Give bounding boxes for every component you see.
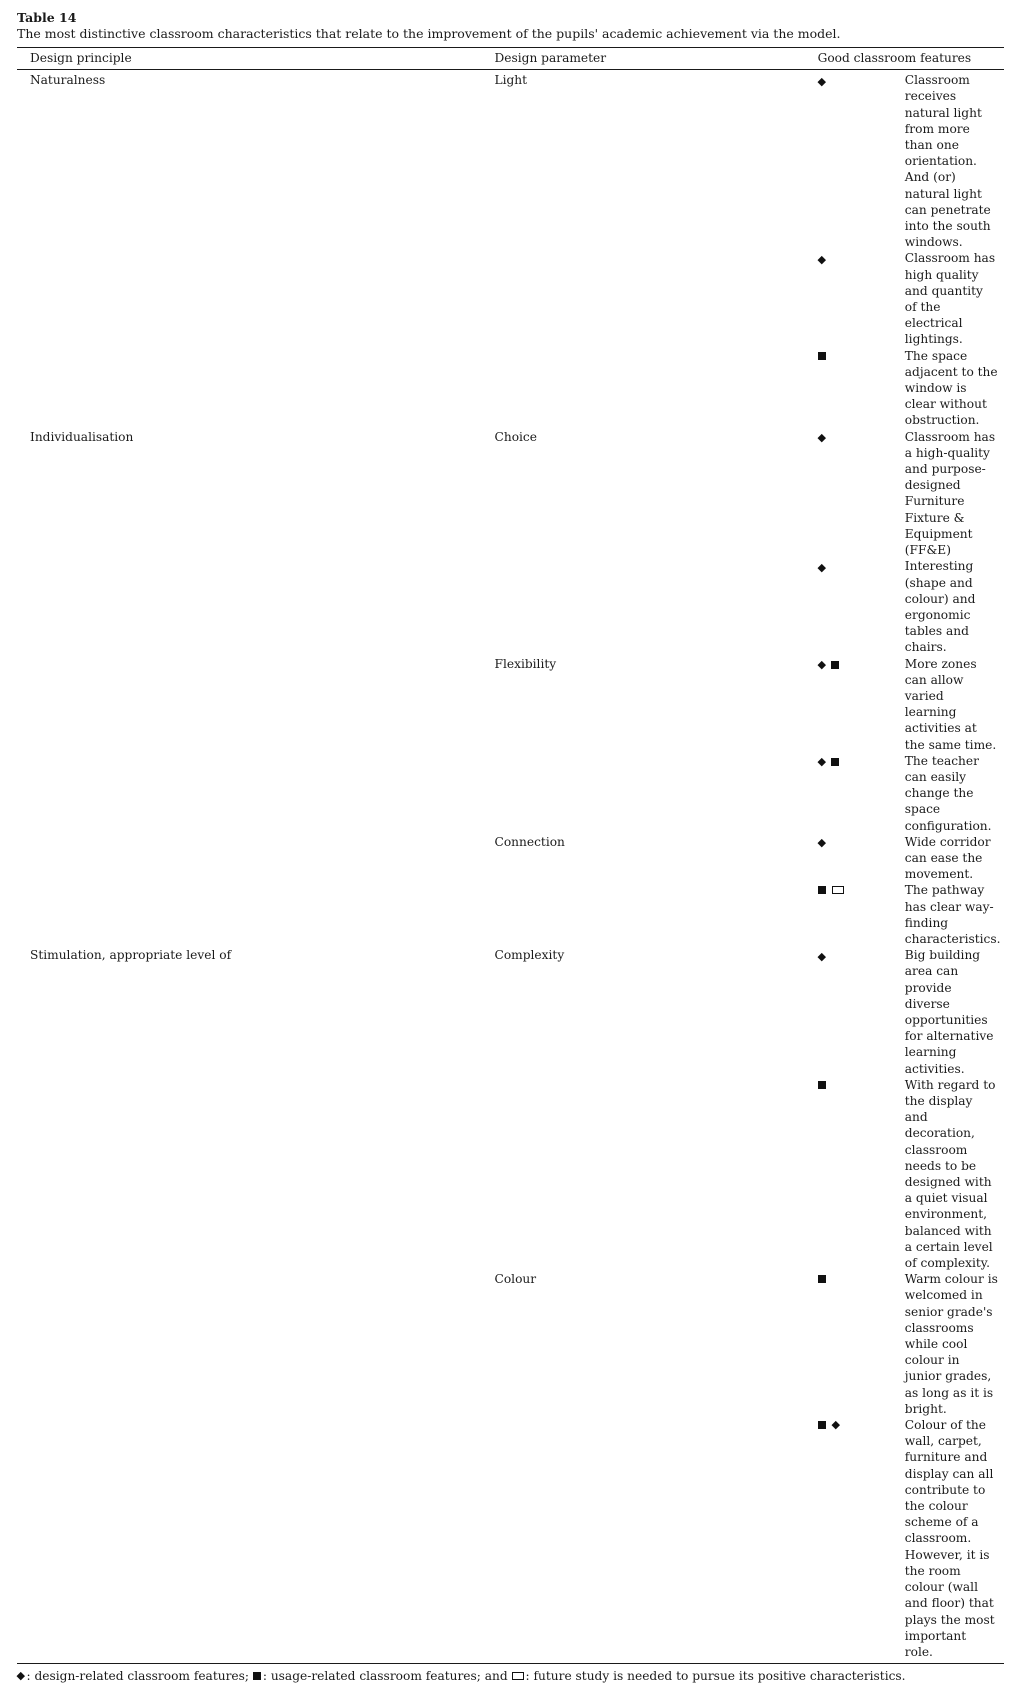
table-footnote [17,1668,1004,1684]
table-row [17,429,1004,559]
cell-design-principle: Stimulation, appropriate level of [30,948,232,963]
cell-feature-symbols [806,1271,905,1417]
cell-feature-symbols [806,558,905,655]
diamond-icon [817,564,825,572]
header-good-features: Good classroom features [817,51,972,65]
cell-feature-text: Classroom has a high-quality and purpose-designed Furniture Fixture & Equipment (FF&E) [904,429,996,558]
bottom-rule [17,1663,1004,1664]
cell-feature-symbols [806,753,905,834]
cell-design-parameter: Light [494,73,528,88]
table-body [17,70,1004,1660]
cell-design-parameter: Flexibility [494,656,557,671]
cell-design-parameter [495,1417,806,1660]
cell-design-principle [17,348,495,429]
square-icon [818,1421,826,1429]
diamond-icon [817,758,825,766]
footnote-diamond-text: : design-related classroom features; [26,1669,253,1684]
characteristics-table [17,48,1004,1660]
cell-feature-symbols [806,947,905,1077]
square-icon [818,1081,826,1089]
cell-feature-text: Classroom receives natural light from more than one orientation. And (or) natural light can penetrate into the south windows. [904,73,991,250]
cell-feature-text: Wide corridor can ease the movement. [904,834,991,882]
cell-design-parameter [495,348,806,429]
cell-design-parameter [495,882,806,947]
diamond-icon [831,1421,839,1429]
table-row [17,70,1004,250]
table-row [17,250,1004,347]
cell-design-principle [17,250,495,347]
cell-design-principle: Naturalness [30,73,106,88]
table-row [17,348,1004,429]
square-icon [818,352,826,360]
cell-feature-text: The teacher can easily change the space configuration. [904,753,992,833]
cell-feature-text: More zones can allow varied learning activities at the same time. [904,656,997,752]
cell-feature-text: Colour of the wall, carpet, furniture and display can all contribute to the colour scheme of a classroom. However, it is the room colour (wall and floor) that plays the most important role. [904,1418,995,1659]
cell-feature-text: With regard to the display and decoration, classroom needs to be designed with a quiet visual environment, balanced with a certain level of complexity. [904,1077,996,1271]
table-row [17,1077,1004,1271]
cell-feature-symbols [806,1417,905,1660]
cell-design-principle [17,834,495,883]
table-label: Table 14 [17,10,77,25]
cell-design-principle [17,1271,495,1417]
cell-design-parameter [495,250,806,347]
table-row [17,882,1004,947]
table-row [17,1417,1004,1660]
cell-feature-text: Classroom has high quality and quantity of the electrical lightings. [904,251,996,347]
diamond-icon [817,256,825,264]
table-row [17,1271,1004,1417]
cell-design-principle [17,656,495,753]
cell-feature-text: The space adjacent to the window is clear without obstruction. [904,348,998,428]
cell-design-parameter: Colour [494,1272,537,1287]
header-row [17,48,1004,69]
footnote-diamond-icon [17,1668,25,1684]
cell-feature-text: Big building area can provide diverse opportunities for alternative learning activities. [904,948,994,1076]
diamond-icon [817,78,825,86]
diamond-icon [817,953,825,961]
cell-design-principle [17,558,495,655]
diamond-icon [817,839,825,847]
cell-design-principle [17,1077,495,1271]
cell-feature-symbols [806,656,905,753]
table-row [17,656,1004,753]
square-icon [831,758,839,766]
cell-feature-text: Interesting (shape and colour) and ergonomic tables and chairs. [904,559,976,655]
cell-design-parameter [495,753,806,834]
footnote-rect-text: : future study is needed to pursue its positive characteristics. [525,1669,906,1684]
table-caption: The most distinctive classroom characteristics that relate to the improvement of the pupils' academic achievement via the model. [17,26,841,41]
cell-design-parameter: Choice [494,429,537,444]
table-row [17,947,1004,1077]
square-icon [818,886,826,894]
footnote-square-text: : usage-related classroom features; and [262,1669,512,1684]
cell-feature-symbols [806,250,905,347]
cell-design-parameter [495,1077,806,1271]
square-icon [818,1275,826,1283]
diamond-icon [817,434,825,442]
footnote-rect-icon [512,1668,524,1684]
header-design-principle: Design principle [30,51,132,65]
header-design-parameter: Design parameter [494,51,607,65]
cell-design-parameter [495,558,806,655]
cell-design-principle [17,882,495,947]
table-row [17,834,1004,883]
cell-design-principle: Individualisation [30,429,134,444]
footnote-square-icon [253,1668,261,1684]
cell-design-principle [17,1417,495,1660]
cell-feature-symbols [806,70,905,250]
cell-feature-symbols [806,429,905,559]
cell-feature-symbols [806,348,905,429]
cell-feature-text: Warm colour is welcomed in senior grade's classrooms while cool colour in junior grades, as long as it is bright. [904,1272,998,1416]
cell-design-parameter: Connection [494,834,565,849]
rect-icon [832,886,844,894]
cell-design-principle [17,753,495,834]
cell-feature-text: The pathway has clear way-finding characteristics. [904,883,1001,946]
cell-feature-symbols [806,1077,905,1271]
square-icon [831,661,839,669]
cell-design-parameter: Complexity [494,948,565,963]
cell-feature-symbols [806,834,905,883]
table-figure [17,10,1004,1684]
diamond-icon [817,661,825,669]
table-row [17,558,1004,655]
cell-feature-symbols [806,882,905,947]
table-row [17,753,1004,834]
